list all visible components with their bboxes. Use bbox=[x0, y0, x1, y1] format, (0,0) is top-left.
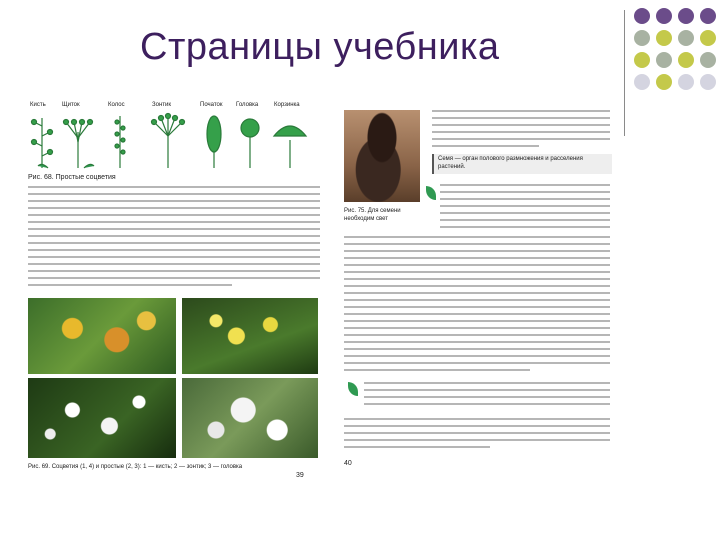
callout-text: Семя — орган полового размножения и расселения растений. bbox=[438, 156, 583, 170]
decorative-dot bbox=[700, 74, 716, 90]
textbook-left-page bbox=[28, 100, 328, 490]
inflorescence-diagram bbox=[28, 112, 328, 172]
decorative-dot bbox=[678, 30, 694, 46]
decorative-dot bbox=[634, 8, 650, 24]
decorative-dot bbox=[656, 8, 672, 24]
left-page-number: 39 bbox=[296, 472, 304, 479]
decorative-dot bbox=[656, 52, 672, 68]
slide-title: Страницы учебника bbox=[140, 26, 500, 68]
photo-flowers-4 bbox=[182, 378, 318, 458]
photo-flowers-2 bbox=[182, 298, 318, 374]
inflorescence-label: Головка bbox=[236, 102, 259, 108]
inflorescence-label: Щиток bbox=[62, 102, 80, 108]
photo-flowers-3 bbox=[28, 378, 176, 458]
right-page-body-bottom bbox=[344, 418, 610, 453]
right-page-number: 40 bbox=[344, 460, 352, 467]
decorative-dot bbox=[656, 30, 672, 46]
inflorescence-label: Зонтик bbox=[152, 102, 171, 108]
decorative-dot bbox=[678, 8, 694, 24]
inflorescence-label: Кисть bbox=[30, 102, 46, 108]
decorative-dot bbox=[678, 52, 694, 68]
decorative-dot bbox=[656, 74, 672, 90]
inflorescence-label: Корзинка bbox=[274, 102, 300, 108]
left-page-body-text bbox=[28, 186, 320, 291]
right-page-body-top bbox=[432, 110, 610, 152]
textbook-right-page bbox=[342, 104, 614, 470]
divider-line bbox=[624, 10, 625, 136]
photo-person-with-plant bbox=[344, 110, 420, 202]
inflorescence-label: Початок bbox=[200, 102, 223, 108]
photo-flowers-1 bbox=[28, 298, 176, 374]
figure-68-caption: Рис. 68. Простые соцветия bbox=[28, 174, 116, 181]
leaf-icon bbox=[426, 186, 436, 200]
decorative-dot bbox=[678, 74, 694, 90]
right-page-body-main bbox=[344, 236, 610, 376]
right-page-body-note bbox=[364, 382, 610, 410]
leaf-icon bbox=[348, 382, 358, 396]
decorative-dot bbox=[700, 52, 716, 68]
decorative-dot bbox=[634, 30, 650, 46]
decorative-dot bbox=[700, 8, 716, 24]
decorative-dot bbox=[634, 52, 650, 68]
inflorescence-label: Колос bbox=[108, 102, 125, 108]
decorative-dot bbox=[700, 30, 716, 46]
figure-75-caption: Рис. 75. Для семени необходим свет bbox=[344, 208, 401, 222]
figure-69-caption: Рис. 69. Соцветия (1, 4) и простые (2, 3): 1 — кисть; 2 — зонтик; 3 — головка bbox=[28, 464, 243, 470]
dot-grid-decoration bbox=[634, 8, 716, 90]
decorative-dot bbox=[634, 74, 650, 90]
right-page-body-mid bbox=[440, 184, 610, 233]
